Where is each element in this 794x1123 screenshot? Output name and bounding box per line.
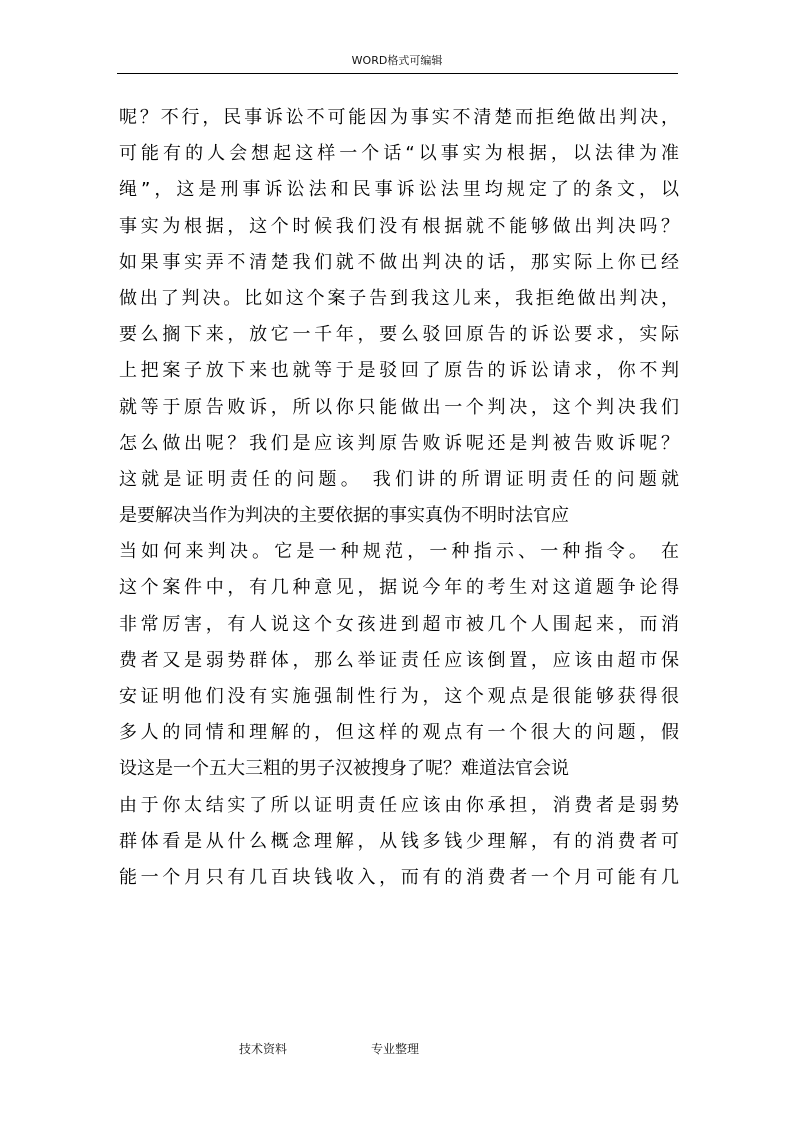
text-line: 事实为根据，这个时候我们没有根据就不能够做出判决吗？ (119, 215, 679, 237)
header-divider (117, 73, 678, 74)
footer-right-label: 专业整理 (371, 1042, 420, 1056)
text-line: 是要解决当作为判决的主要依据的事实真伪不明时法官应 (119, 505, 569, 527)
text-line: 就等于原告败诉，所以你只能做出一个判决，这个判决我们 (119, 396, 679, 418)
text-line: 呢？不行，民事诉讼不可能因为事实不清楚而拒绝做出判决， (119, 107, 679, 128)
text-line: 多人的同情和理解的，但这样的观点有一个很大的问题，假 (119, 722, 679, 744)
text-line: 由于你太结实了所以证明责任应该由你承担，消费者是弱势 (119, 794, 679, 816)
text-line: 费者又是弱势群体，那么举证责任应该倒置，应该由超市保 (119, 649, 679, 671)
text-line: 能一个月只有几百块钱收入，而有的消费者一个月可能有几 (119, 866, 679, 888)
text-line: 要么搁下来，放它一千年，要么驳回原告的诉讼要求，实际 (119, 324, 679, 346)
text-line: 当如何来判决。它是一种规范，一种指示、一种指令。 在 (119, 541, 679, 563)
text-line: 非常厉害，有人说这个女孩进到超市被几个人围起来，而消 (119, 613, 679, 635)
text-line: 如果事实弄不清楚我们就不做出判决的话，那实际上你已经 (119, 251, 679, 273)
text-line: 安证明他们没有实施强制性行为，这个观点是很能够获得很 (119, 686, 679, 707)
footer-left-label: 技术资料 (239, 1042, 288, 1056)
text-line: 可能有的人会想起这样一个话“以事实为根据，以法律为准 (119, 143, 679, 165)
document-body (119, 100, 679, 896)
text-line: 群体看是从什么概念理解，从钱多钱少理解，有的消费者可 (119, 830, 679, 852)
text-line: 上把案子放下来也就等于是驳回了原告的诉讼请求，你不判 (119, 360, 679, 382)
text-line: 怎么做出呢？我们是应该判原告败诉呢还是判被告败诉呢？ (119, 432, 679, 454)
page-header: WORD格式可编辑 (351, 54, 443, 67)
text-line: 做出了判决。比如这个案子告到我这儿来，我拒绝做出判决， (119, 287, 679, 309)
text-line: 这个案件中，有几种意见，据说今年的考生对这道题争论得 (119, 577, 679, 599)
text-line: 这就是证明责任的问题。 我们讲的所谓证明责任的问题就 (119, 468, 679, 490)
text-line: 绳”，这是刑事诉讼法和民事诉讼法里均规定了的条文，以 (119, 179, 679, 201)
text-line: 设这是一个五大三粗的男子汉被搜身了呢？难道法官会说 (119, 758, 569, 780)
